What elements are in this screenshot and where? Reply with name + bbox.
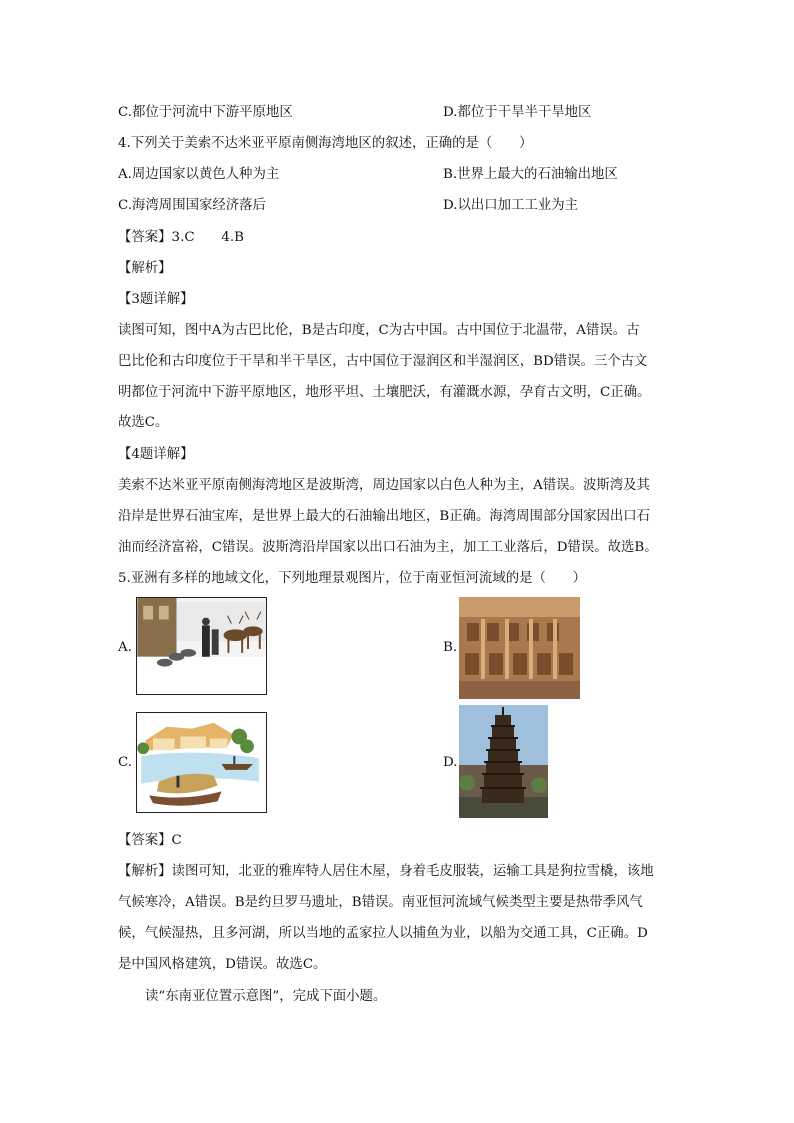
q5-label-b: B. — [443, 640, 458, 655]
detail4-line: 沿岸是世界石油宝库，是世界上最大的石油输出地区，B正确。海湾周围部分国家因出口石 — [118, 509, 651, 524]
detail3-line: 故选C。 — [118, 415, 169, 430]
detail4-line: 油而经济富裕，C错误。波斯湾沿岸国家以出口石油为主，加工工业落后，D错误。故选B。 — [118, 540, 658, 555]
fishing-boats-village-image — [136, 712, 267, 813]
analysis5-line: 【解析】读图可知，北亚的雅库特人居住木屋，身着毛皮服装，运输工具是狗拉雪橇，该地 — [118, 864, 654, 879]
q5-label-d: D. — [443, 755, 458, 770]
detail4-line: 美索不达米亚平原南侧海湾地区是波斯湾，周边国家以白色人种为主，A错误。波斯湾及其 — [118, 478, 650, 493]
q5-label-c: C. — [118, 755, 133, 770]
detail3-line: 巴比伦和古印度位于干旱和半干旱区，古中国位于湿润区和半湿润区，BD错误。三个古文 — [118, 354, 648, 369]
q4-option-d: D.以出口加工工业为主 — [443, 198, 579, 213]
detail3-line: 读图可知，图中A为古巴比伦，B是古印度，C为古中国。古中国位于北温带，A错误。古 — [118, 323, 640, 338]
q4-option-a: A.周边国家以黄色人种为主 — [118, 167, 280, 182]
q3-option-c: C.都位于河流中下游平原地区 — [118, 105, 293, 120]
q4-option-b: B.世界上最大的石油输出地区 — [443, 167, 618, 182]
closing-prompt: 读“东南亚位置示意图”，完成下面小题。 — [145, 989, 387, 1004]
chinese-pagoda-image — [459, 705, 548, 818]
q5-stem: 5.亚洲有多样的地域文化，下列地理景观图片，位于南亚恒河流域的是（ ） — [118, 571, 587, 586]
q5-label-a: A. — [118, 640, 132, 655]
detail3-line: 明都位于河流中下游平原地区，地形平坦、土壤肥沃，有灌溉水源，孕育古文明，C正确。 — [118, 385, 651, 400]
analysis5-line: 气候寒冷，A错误。B是约旦罗马遗址，B错误。南亚恒河流域气候类型主要是热带季风气 — [118, 895, 643, 910]
q4-stem: 4.下列关于美索不达米亚平原南侧海湾地区的叙述，正确的是（ ） — [118, 136, 533, 151]
detail4-heading: 【4题详解】 — [118, 447, 194, 462]
answer-3-4: 【答案】3.C 4.B — [118, 230, 244, 245]
analysis-label: 【解析】 — [118, 261, 172, 276]
answer-5: 【答案】C — [118, 833, 182, 848]
roman-ruins-image — [459, 597, 580, 699]
detail3-heading: 【3题详解】 — [118, 292, 194, 307]
analysis5-line: 是中国风格建筑，D错误。故选C。 — [118, 957, 327, 972]
analysis5-line: 候，气候湿热，且多河湖，所以当地的孟家拉人以捕鱼为业，以船为交通工具，C正确。D — [118, 926, 648, 941]
q3-option-d: D.都位于干旱半干旱地区 — [443, 105, 592, 120]
q4-option-c: C.海湾周围国家经济落后 — [118, 198, 266, 213]
sled-dog-reindeer-image — [136, 597, 267, 695]
